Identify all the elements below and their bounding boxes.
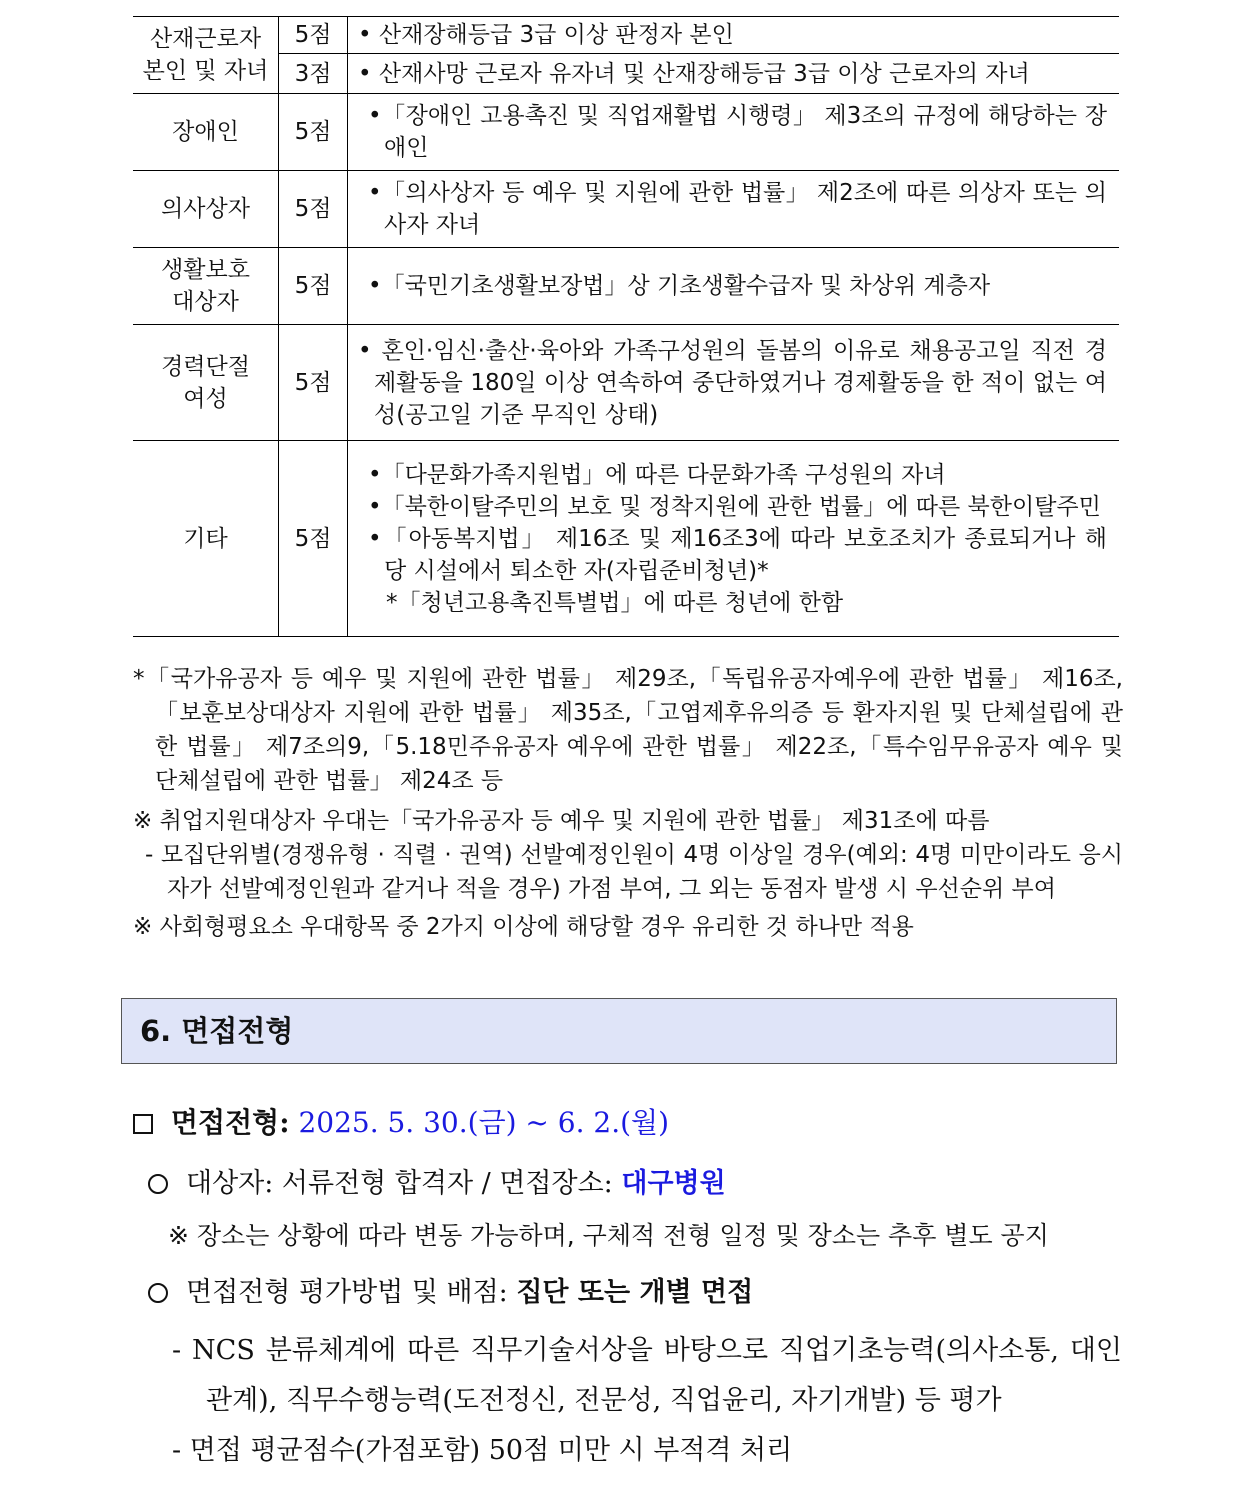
interview-schedule: [133, 1103, 669, 1143]
method-value: 집단 또는 개별 면접: [516, 1277, 754, 1308]
points-cell: [279, 325, 348, 441]
circle-bullet-icon: [148, 1174, 168, 1194]
points-label: 3점: [294, 60, 332, 87]
desc-cell: [348, 171, 1120, 248]
category-label: 의사상자: [161, 196, 250, 222]
desc-cell: [348, 54, 1120, 94]
points-cell: [279, 17, 348, 54]
interview-method: [148, 1273, 753, 1313]
category-label: 생활보호 대상자: [161, 257, 250, 315]
circle-bullet-icon: [148, 1283, 168, 1303]
desc-cell: [348, 248, 1120, 325]
bonus-condition-note: - 모집단위별(경쟁유형 · 직렬 · 권역) 선발예정인원이 4명 이상일 경우(예외: 4명 미만이라도 응시자가 선발예정인원과 같거나 적을 경우) 가점 부여, 그 외는 동점자 발생 시 우선순위 부여: [145, 842, 1123, 902]
method-label: 면접전형 평가방법 및 배점:: [186, 1277, 508, 1308]
interview-date: 2025. 5. 30.(금) ~ 6. 2.(월): [298, 1106, 670, 1139]
points-label: 5점: [294, 196, 332, 222]
desc-item: •「의사상자 등 예우 및 지원에 관한 법률」 제2조에 따른 의상자 또는 의사자 자녀: [368, 180, 1107, 238]
desc-item: •「국민기초생활보장법」상 기초생활수급자 및 차상위 계층자: [368, 273, 991, 299]
detail-item: - 면접 평균점수(가점포함) 50점 미만 시 부적격 처리: [172, 1435, 793, 1466]
reference-note: ※ 취업지원대상자 우대는「국가유공자 등 예우 및 지원에 관한 법률」 제31조에 따름: [133, 808, 990, 834]
section-header: 6. 면접전형: [121, 998, 1117, 1064]
points-label: 5점: [294, 525, 332, 552]
place-note: ※ 장소는 상황에 따라 변동 가능하며, 구체적 전형 일정 및 장소는 추후 별도 공지: [168, 1221, 1049, 1250]
desc-cell: [348, 17, 1120, 54]
desc-item: • 산재장해등급 3급 이상 판정자 본인: [358, 22, 734, 48]
table-notes: [133, 662, 1123, 944]
interview-place: 대구병원: [621, 1168, 726, 1199]
detail-item: - NCS 분류체계에 따른 직무기술서상을 바탕으로 직업기초능력(의사소통, 대인관계), 직무수행능력(도전정신, 전문성, 직업윤리, 자기개발) 등 평가: [172, 1335, 1122, 1416]
points-cell: [279, 94, 348, 171]
interview-target: [148, 1164, 726, 1204]
points-cell: [279, 248, 348, 325]
category-cell: [133, 325, 279, 441]
category-label: 경력단절 여성: [161, 353, 250, 412]
desc-cell: [348, 441, 1120, 637]
preference-table: [133, 16, 1119, 637]
category-cell: [133, 171, 279, 248]
category-label: 기타: [183, 525, 228, 552]
category-label: 산재근로자 본인 및 자녀: [142, 26, 269, 84]
desc-item: •「아동복지법」 제16조 및 제16조3에 따라 보호조치가 종료되거나 해당 시설에서 퇴소한 자(자립준비청년)*: [368, 525, 1107, 584]
interview-label: 면접전형:: [171, 1106, 290, 1139]
square-bullet-icon: [133, 1114, 153, 1134]
points-cell: [279, 54, 348, 94]
category-cell: [133, 94, 279, 171]
reference-note: ※ 사회형평요소 우대항목 중 2가지 이상에 해당할 경우 유리한 것 하나만 적용: [133, 914, 914, 940]
interview-details: [172, 1326, 1122, 1476]
points-label: 5점: [294, 273, 332, 299]
desc-item: •「장애인 고용촉진 및 직업재활법 시행령」 제3조의 규정에 해당하는 장애인: [368, 103, 1107, 161]
desc-item: •「다문화가족지원법」에 따른 다문화가족 구성원의 자녀: [368, 461, 946, 488]
category-cell: [133, 441, 279, 637]
points-label: 5점: [294, 22, 332, 48]
points-label: 5점: [294, 119, 332, 145]
points-label: 5점: [294, 369, 332, 396]
category-cell: [133, 248, 279, 325]
desc-cell: [348, 325, 1120, 441]
target-label: 대상자: 서류전형 합격자 / 면접장소:: [186, 1168, 613, 1199]
desc-item: •「북한이탈주민의 보호 및 정착지원에 관한 법률」에 따른 북한이탈주민: [368, 493, 1101, 520]
desc-item: • 산재사망 근로자 유자녀 및 산재장해등급 3급 이상 근로자의 자녀: [358, 60, 1030, 87]
category-label: 장애인: [172, 119, 239, 145]
category-cell: [133, 17, 279, 94]
legal-basis-note: *「국가유공자 등 예우 및 지원에 관한 법률」 제29조,「독립유공자예우에 관한 법률」 제16조,「보훈보상대상자 지원에 관한 법률」 제35조,「고엽제후유의증 등 환자지원 및 단체설립에 관한 법률」 제7조의9,「5.18민주유공자 예우에 관한 법률」 제22조,「특수임무유공자 예우 및 단체설립에 관한 법률」 제24조 등: [133, 666, 1123, 794]
desc-item: • 혼인·임신·출산·육아와 가족구성원의 돌봄의 이유로 채용공고일 직전 경제활동을 180일 이상 연속하여 중단하였거나 경제활동을 한 적이 없는 여성(공고일 기준 무직인 상태): [358, 337, 1107, 428]
points-cell: [279, 171, 348, 248]
desc-footnote: *「청년고용촉진특별법」에 따른 청년에 한함: [386, 589, 844, 616]
points-cell: [279, 441, 348, 637]
desc-cell: [348, 94, 1120, 171]
